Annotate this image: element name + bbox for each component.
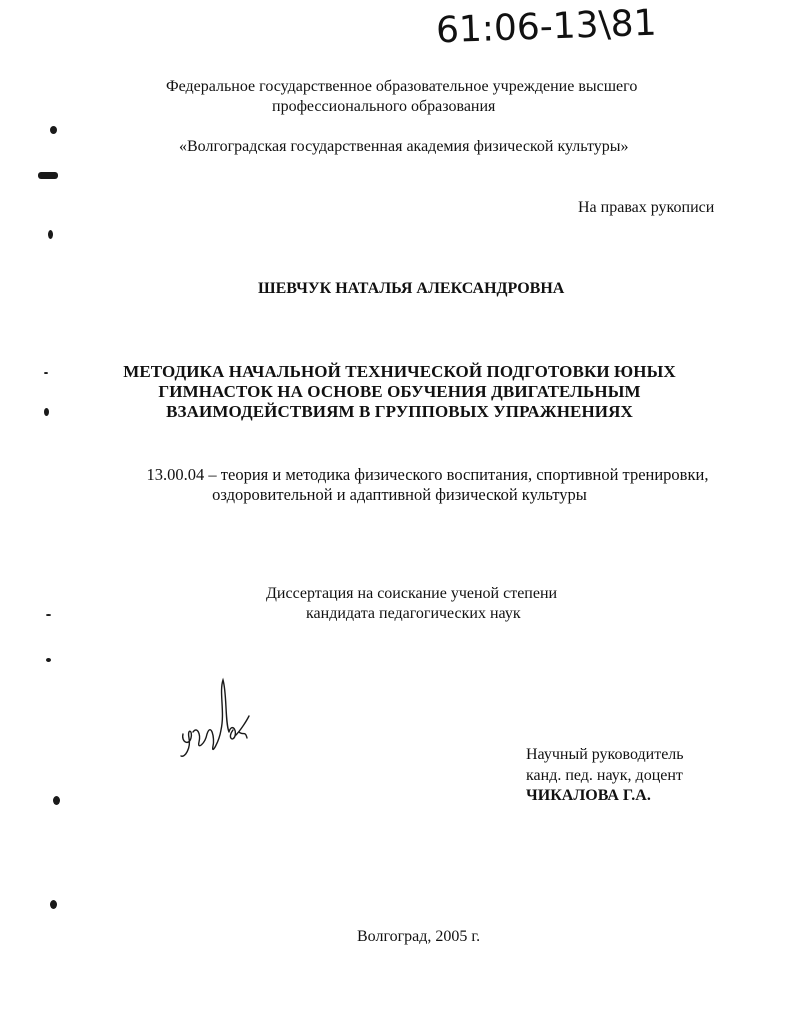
manuscript-note: На правах рукописи <box>578 199 715 216</box>
specialty-line-2: оздоровительной и адаптивной физической культуры <box>212 485 587 504</box>
supervisor-role: Научный руководитель <box>526 746 684 763</box>
supervisor-degree: канд. пед. наук, доцент <box>526 767 683 784</box>
dissertation-title-line-2: ГИМНАСТОК НА ОСНОВЕ ОБУЧЕНИЯ ДВИГАТЕЛЬНЫМ <box>158 382 641 401</box>
degree-line-1: Диссертация на соискание ученой степени <box>266 585 558 602</box>
institution-name: «Волгоградская государственная академия физической культуры» <box>179 138 629 155</box>
institution-line-1: Федеральное государственное образовательное учреждение высшего <box>166 78 638 95</box>
author-name: ШЕВЧУК НАТАЛЬЯ АЛЕКСАНДРОВНА <box>258 280 565 297</box>
supervisor-name: ЧИКАЛОВА Г.А. <box>526 787 651 804</box>
scan-speck <box>53 796 60 805</box>
specialty-line-1: 13.00.04 – теория и методика физического воспитания, спортивной тренировки, <box>146 465 709 484</box>
scan-speck <box>46 658 51 662</box>
signature <box>175 672 260 764</box>
city-year: Волгоград, 2005 г. <box>357 928 481 945</box>
institution-line-2: профессионального образования <box>272 98 496 115</box>
scan-speck <box>48 230 53 239</box>
dissertation-title-line-1: МЕТОДИКА НАЧАЛЬНОЙ ТЕХНИЧЕСКОЙ ПОДГОТОВКИ ЮНЫХ <box>123 362 676 381</box>
scan-speck <box>50 900 57 909</box>
scan-speck <box>38 172 58 179</box>
handwritten-catalog-number <box>430 0 700 52</box>
scan-speck <box>46 614 51 616</box>
dissertation-title-line-3: ВЗАИМОДЕЙСТВИЯМ В ГРУППОВЫХ УПРАЖНЕНИЯХ <box>166 402 633 421</box>
scan-speck <box>50 126 57 134</box>
svg-text:61:06-13\81: 61:06-13\81 <box>435 2 658 52</box>
degree-line-2: кандидата педагогических наук <box>306 605 521 622</box>
